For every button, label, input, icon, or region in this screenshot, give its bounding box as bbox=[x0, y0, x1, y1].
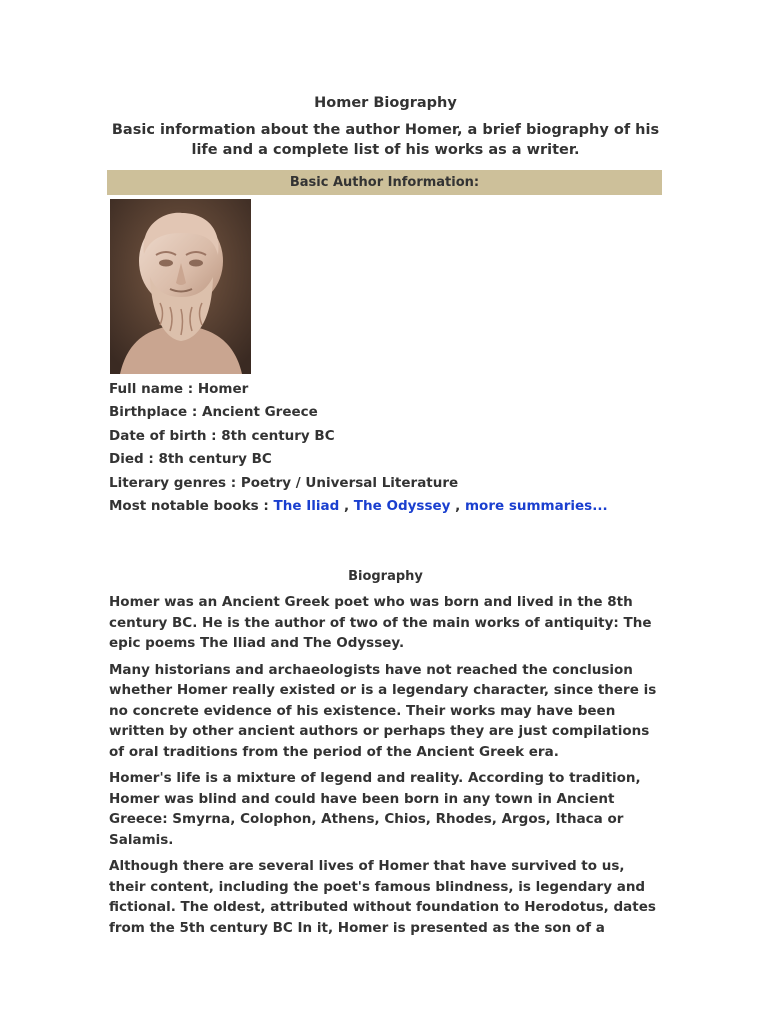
biography-paragraph: Homer's life is a mixture of legend and reality. According to tradition, Homer was blind and could have been born in any town in Ancient Greece: Smyrna, Colophon, Athens, Chios, Rhodes, Argos, Ithaca or Salamis. bbox=[109, 770, 641, 848]
marble-bust-image bbox=[110, 199, 251, 374]
author-portrait bbox=[110, 199, 251, 374]
author-facts bbox=[109, 378, 662, 518]
biography-paragraph: Many historians and archaeologists have not reached the conclusion whether Homer really existed or is a legendary character, since there is no concrete evidence of his existence. Their works may have been written by other ancient authors or perhaps they are just compilations of oral traditions from the period of the Ancient Greek era. bbox=[109, 661, 657, 760]
info-section-header: Basic Author Information: bbox=[107, 170, 662, 195]
separator: , bbox=[339, 497, 354, 514]
fact-full-name: Full name : Homer bbox=[109, 381, 249, 397]
fact-literary-genres: Literary genres : Poetry / Universal Literature bbox=[109, 474, 459, 491]
fact-notable-books bbox=[109, 495, 662, 518]
notable-books-label: Most notable books : bbox=[109, 497, 274, 514]
biography-paragraph: Although there are several lives of Homer that have survived to us, their content, including the poet's famous blindness, is legendary and fictional. The oldest, attributed without foundation to Herodotus, dates from the 5th century BC In it, Homer is presented as the son of a bbox=[109, 858, 656, 936]
fact-birthplace: Birthplace : Ancient Greece bbox=[109, 404, 318, 421]
fact-date-of-birth: Date of birth : 8th century BC bbox=[109, 427, 335, 444]
page-title: Homer Biography bbox=[314, 95, 457, 111]
separator: , bbox=[450, 497, 465, 514]
biography-text bbox=[109, 592, 662, 944]
page-subtitle: Basic information about the author Homer, a brief biography of his life and a complete list of his works as a writer. bbox=[111, 122, 660, 158]
link-the-odyssey[interactable]: The Odyssey bbox=[353, 497, 451, 514]
biography-paragraph: Homer was an Ancient Greek poet who was born and lived in the 8th century BC. He is the author of two of the main works of antiquity: The epic poems The Iliad and The Odyssey. bbox=[109, 594, 652, 651]
link-more-summaries[interactable]: more summaries... bbox=[464, 497, 608, 514]
fact-died: Died : 8th century BC bbox=[109, 451, 272, 468]
link-the-iliad[interactable]: The Iliad bbox=[273, 497, 340, 514]
biography-heading: Biography bbox=[348, 569, 423, 584]
